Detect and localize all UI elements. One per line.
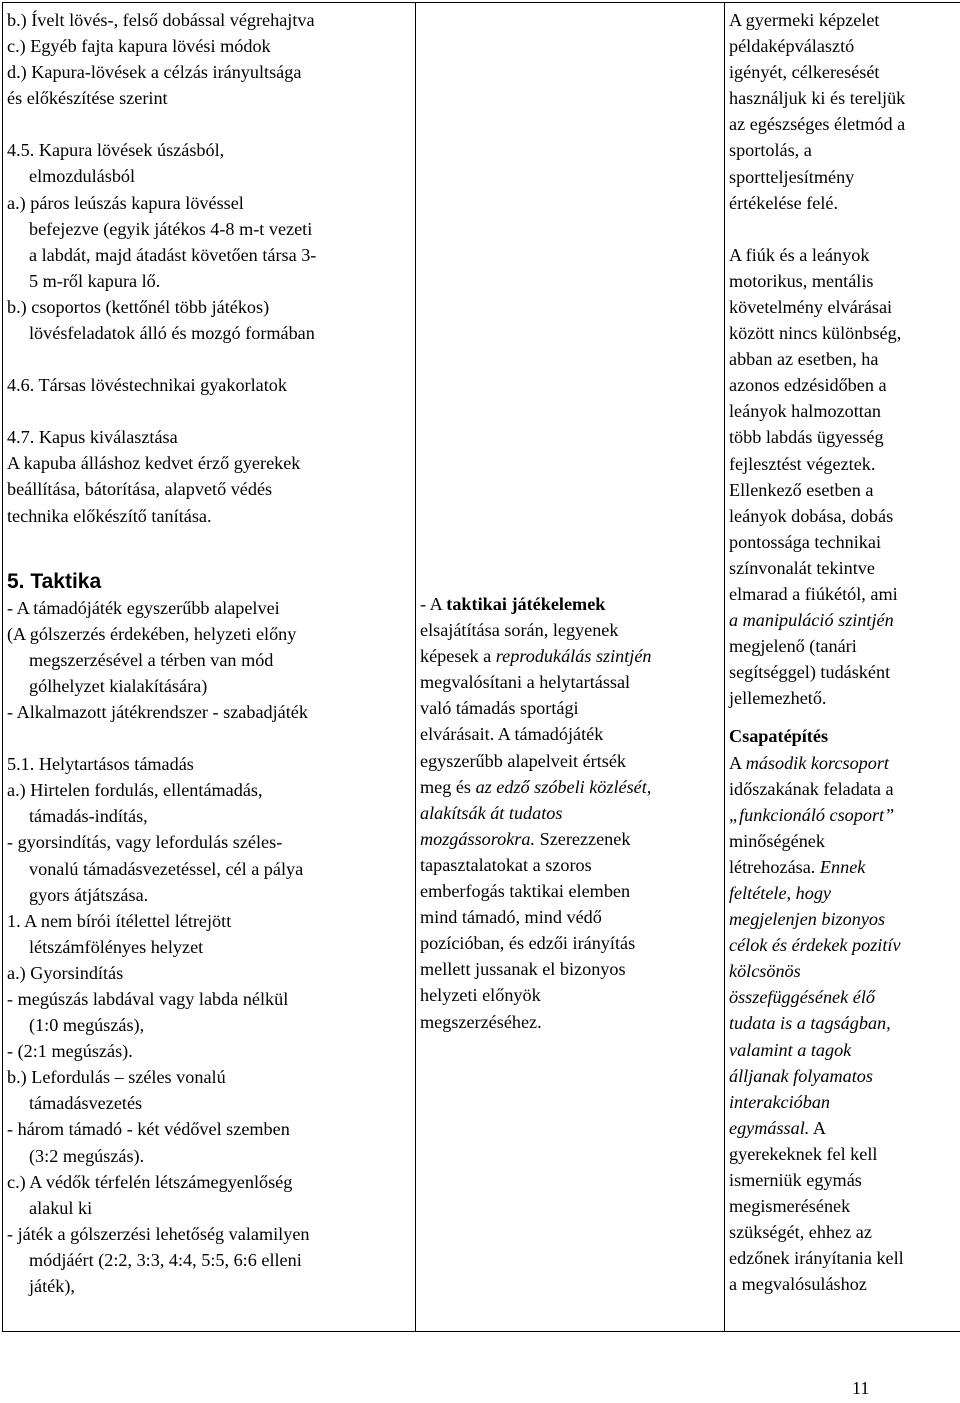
text-line: az egészséges életmód a bbox=[729, 114, 906, 135]
text-line: célok és érdekek pozitív bbox=[729, 935, 901, 956]
text-line: gyors átjátszása. bbox=[29, 884, 149, 905]
text-line: sportolás, a bbox=[729, 140, 812, 161]
text-line: (1:0 megúszás), bbox=[29, 1015, 145, 1036]
text-line: meg és az edző szóbeli közlését, bbox=[420, 776, 652, 797]
text-line: megjelenjen bizonyos bbox=[729, 909, 886, 930]
text-line: több labdás ügyesség bbox=[729, 427, 884, 448]
text-line: valamint a tagok bbox=[729, 1039, 852, 1060]
text-line: álljanak folyamatos bbox=[729, 1065, 873, 1086]
bold-term: taktikai játékelemek bbox=[446, 594, 606, 614]
text-line: pozícióban, és edzői irányítás bbox=[420, 933, 636, 954]
text-line: mellett jussanak el bizonyos bbox=[420, 959, 626, 980]
text-line: a labdát, majd átadást követően társa 3- bbox=[29, 244, 317, 265]
text-line: emberfogás taktikai elemben bbox=[420, 881, 631, 902]
text-line: a manipuláció szintjén bbox=[729, 610, 894, 631]
text-line: megvalósítani a helytartással bbox=[420, 672, 631, 693]
text-line: lövésfeladatok álló és mozgó formában bbox=[29, 323, 315, 344]
text-line: minőségének bbox=[729, 830, 825, 851]
text-line: - A támadójáték egyszerűbb alapelvei bbox=[7, 597, 280, 618]
text-line: feltétele, hogy bbox=[729, 883, 832, 903]
text-line: edzőnek irányítania kell bbox=[729, 1248, 904, 1269]
text-line: - Alkalmazott játékrendszer - szabadjáték bbox=[7, 702, 308, 723]
section-heading: Csapatépítés bbox=[729, 726, 829, 747]
text-line: c.) A védők térfelén létszámegyenlőség bbox=[7, 1171, 293, 1192]
text-line: a.) Hirtelen fordulás, ellentámadás, bbox=[7, 780, 263, 801]
section-heading: 4.6. Társas lövéstechnikai gyakorlatok bbox=[7, 375, 287, 396]
italic-term: az edző szóbeli közlését, bbox=[475, 776, 652, 797]
text-line: A második korcsoport bbox=[729, 752, 889, 773]
text-line: követelmény elvárásai bbox=[729, 296, 893, 317]
text-line: gyerekeknek fel kell bbox=[729, 1143, 878, 1164]
text-line: elsajátítása során, legyenek bbox=[420, 620, 619, 641]
text-line: A gyermeki képzelet bbox=[729, 10, 880, 30]
text-line: abban az esetben, ha bbox=[729, 349, 879, 370]
section-heading: 4.5. Kapura lövések úszásból, bbox=[7, 140, 225, 161]
text-line: létrehozása. Ennek bbox=[729, 856, 866, 877]
text-line: igényét, célkeresését bbox=[729, 62, 880, 83]
text-line: Ellenkező esetben a bbox=[729, 479, 874, 500]
text-line: a megvalósuláshoz bbox=[729, 1274, 867, 1295]
text-line: alakul ki bbox=[29, 1197, 93, 1218]
text-line: és előkészítése szerint bbox=[7, 88, 168, 109]
text-line: alakítsák át tudatos bbox=[420, 802, 563, 823]
text-line: motorikus, mentális bbox=[729, 270, 874, 291]
text-line: (3:2 megúszás). bbox=[29, 1145, 145, 1166]
text-line: támadásvezetés bbox=[29, 1093, 143, 1114]
text-line: mozgássorokra. Szerezzenek bbox=[420, 828, 631, 849]
text-line: elmozdulásból bbox=[29, 166, 136, 187]
text-line: használjuk ki és tereljük bbox=[729, 88, 906, 109]
text-line: b.) csoportos (kettőnél több játékos) bbox=[7, 296, 270, 317]
text-line: létszámfölényes helyzet bbox=[29, 936, 204, 957]
text-line: A fiúk és a leányok bbox=[729, 244, 870, 265]
text-line: összefüggésének élő bbox=[729, 987, 875, 1008]
text-line: képesek a reprodukálás szintjén bbox=[420, 646, 652, 667]
text-line: értékelése felé. bbox=[729, 192, 839, 213]
text-line: fejlesztést végeztek. bbox=[729, 453, 876, 474]
text-line: egymással. A bbox=[729, 1117, 827, 1138]
text-line: a.) Gyorsindítás bbox=[7, 962, 124, 983]
text-line: c.) Egyéb fajta kapura lövési módok bbox=[7, 36, 271, 57]
text-line: elmarad a fiúkétól, ami bbox=[729, 583, 898, 604]
text-line: azonos edzésidőben a bbox=[729, 375, 887, 396]
content-table bbox=[2, 2, 960, 1332]
text-line: játék), bbox=[29, 1276, 75, 1297]
column-right bbox=[725, 3, 960, 1332]
text-line: 1. A nem bírói ítélettel létrejött bbox=[7, 910, 232, 931]
column-middle bbox=[416, 3, 725, 1332]
text-line: szükségét, ehhez az bbox=[729, 1222, 872, 1243]
text-line: - (2:1 megúszás). bbox=[7, 1041, 133, 1062]
section-heading: 4.7. Kapus kiválasztása bbox=[7, 427, 178, 448]
text-line: gólhelyzet kialakítására) bbox=[29, 675, 208, 696]
text-line: megjelenő (tanári bbox=[729, 636, 857, 657]
text-line: - három támadó - két védővel szemben bbox=[7, 1119, 290, 1140]
text-line: leányok dobása, dobás bbox=[729, 505, 894, 526]
text-line: időszakának feladata a bbox=[729, 778, 894, 799]
text-line: - gyorsindítás, vagy lefordulás széles- bbox=[7, 832, 283, 853]
text-line: pontossága technikai bbox=[729, 531, 882, 552]
text-line: technika előkészítő tanítása. bbox=[7, 505, 212, 526]
text-line: a.) páros leúszás kapura lövéssel bbox=[7, 192, 244, 213]
text-line: megszerzéséhez. bbox=[420, 1011, 542, 1032]
text-line: beállítása, bátorítása, alapvető védés bbox=[7, 479, 273, 500]
text-line: - A taktikai játékelemek bbox=[420, 594, 606, 614]
text-line: b.) Ívelt lövés-, felső dobással végrehajtva bbox=[7, 10, 315, 30]
text-line: - játék a gólszerzési lehetőség valamilyen bbox=[7, 1223, 310, 1244]
text-line: módjáért (2:2, 3:3, 4:4, 5:5, 6:6 elleni bbox=[29, 1249, 302, 1270]
text-line: (A gólszerzés érdekében, helyzeti előny bbox=[7, 623, 297, 644]
text-line: elvárásait. A támadójáték bbox=[420, 724, 604, 745]
text-line: segítséggel) tudásként bbox=[729, 662, 891, 683]
chapter-heading: 5. Taktika bbox=[7, 569, 102, 593]
text-line: d.) Kapura-lövések a célzás irányultsága bbox=[7, 62, 302, 83]
text-line: - megúszás labdával vagy labda nélkül bbox=[7, 989, 289, 1009]
text-line: kölcsönös bbox=[729, 961, 801, 982]
text-line: helyzeti előnyök bbox=[420, 985, 541, 1006]
text-line: b.) Lefordulás – széles vonalú bbox=[7, 1067, 226, 1088]
text-line: támadás-indítás, bbox=[29, 806, 148, 827]
text-line: színvonalát tekintve bbox=[729, 557, 875, 578]
italic-term: reprodukálás szintjén bbox=[495, 646, 652, 667]
text-line: tudata is a tagságban, bbox=[729, 1013, 891, 1034]
text-line: egyszerűbb alapelveit értsék bbox=[420, 750, 627, 771]
text-line: sportteljesítmény bbox=[729, 166, 855, 187]
text-line: való támadás sportági bbox=[420, 698, 579, 719]
column-left bbox=[3, 3, 416, 1332]
text-line: vonalú támadásvezetéssel, cél a pálya bbox=[29, 858, 304, 879]
text-line: megszerzésével a térben van mód bbox=[29, 649, 274, 670]
text-line: megismerésének bbox=[729, 1196, 851, 1217]
text-line: példaképválasztó bbox=[729, 36, 855, 57]
page-number: 11 bbox=[852, 1378, 870, 1398]
text-line: A kapuba álláshoz kedvet érző gyerekek bbox=[7, 453, 301, 474]
text-line: „funkcionáló csoport” bbox=[729, 804, 895, 825]
text-line: 5 m-ről kapura lő. bbox=[29, 270, 161, 291]
text-line: között nincs különbség, bbox=[729, 323, 902, 344]
text-line: leányok halmozottan bbox=[729, 401, 882, 422]
text-line: jellemezhető. bbox=[729, 688, 827, 709]
text-line: befejezve (egyik játékos 4-8 m-t vezeti bbox=[29, 218, 313, 239]
text-line: ismerniük egymás bbox=[729, 1170, 862, 1191]
section-heading: 5.1. Helytartásos támadás bbox=[7, 754, 194, 775]
text-line: tapasztalatokat a szoros bbox=[420, 854, 592, 875]
text-line: mind támadó, mind védő bbox=[420, 907, 602, 928]
text-line: interakcióban bbox=[729, 1091, 831, 1112]
